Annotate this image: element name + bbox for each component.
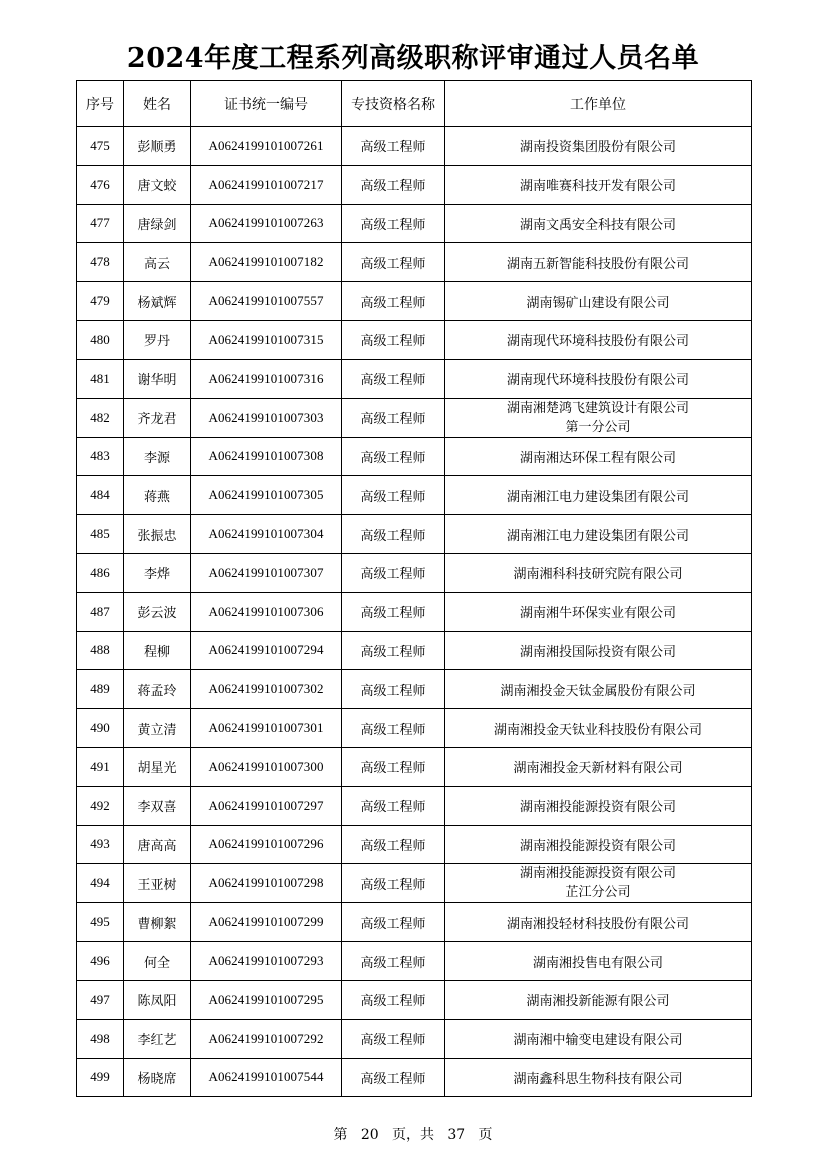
cell-name: 蒋孟玲 bbox=[124, 670, 191, 709]
cell-organization: 湖南湘牛环保实业有限公司 bbox=[445, 592, 752, 631]
table-row bbox=[77, 1019, 752, 1058]
cell-qualification: 高级工程师 bbox=[342, 592, 445, 631]
cell-organization: 湖南五新智能科技股份有限公司 bbox=[445, 243, 752, 282]
cell-organization: 湖南湘投轻材科技股份有限公司 bbox=[445, 903, 752, 942]
cell-index: 497 bbox=[77, 980, 124, 1019]
table-row bbox=[77, 864, 752, 903]
cell-organization: 湖南现代环境科技股份有限公司 bbox=[445, 359, 752, 398]
cell-name: 高云 bbox=[124, 243, 191, 282]
cell-qualification: 高级工程师 bbox=[342, 553, 445, 592]
cell-name: 唐高高 bbox=[124, 825, 191, 864]
cell-certificate: A0624199101007296 bbox=[191, 825, 342, 864]
cell-organization: 湖南湘投新能源有限公司 bbox=[445, 980, 752, 1019]
footer-prefix: 第 bbox=[333, 1127, 348, 1143]
table-row bbox=[77, 165, 752, 204]
cell-name: 蒋燕 bbox=[124, 476, 191, 515]
cell-organization: 湖南湘达环保工程有限公司 bbox=[445, 437, 752, 476]
cell-qualification: 高级工程师 bbox=[342, 1019, 445, 1058]
cell-certificate: A0624199101007300 bbox=[191, 747, 342, 786]
cell-certificate: A0624199101007316 bbox=[191, 359, 342, 398]
cell-index: 492 bbox=[77, 786, 124, 825]
cell-qualification: 高级工程师 bbox=[342, 398, 445, 437]
cell-certificate: A0624199101007182 bbox=[191, 243, 342, 282]
cell-organization: 湖南锡矿山建设有限公司 bbox=[445, 282, 752, 321]
cell-qualification: 高级工程师 bbox=[342, 942, 445, 981]
table-row bbox=[77, 359, 752, 398]
footer-suffix: 页 bbox=[478, 1127, 493, 1143]
cell-organization: 湖南湘投能源投资有限公司 bbox=[445, 786, 752, 825]
cell-certificate: A0624199101007544 bbox=[191, 1058, 342, 1097]
cell-qualification: 高级工程师 bbox=[342, 747, 445, 786]
cell-name: 杨晓席 bbox=[124, 1058, 191, 1097]
cell-name: 何全 bbox=[124, 942, 191, 981]
cell-index: 488 bbox=[77, 631, 124, 670]
cell-certificate: A0624199101007263 bbox=[191, 204, 342, 243]
cell-certificate: A0624199101007557 bbox=[191, 282, 342, 321]
cell-index: 480 bbox=[77, 320, 124, 359]
cell-name: 罗丹 bbox=[124, 320, 191, 359]
table-row bbox=[77, 437, 752, 476]
cell-qualification: 高级工程师 bbox=[342, 282, 445, 321]
cell-index: 479 bbox=[77, 282, 124, 321]
footer-total-pages: 37 bbox=[447, 1127, 466, 1143]
cell-index: 490 bbox=[77, 709, 124, 748]
cell-organization: 湖南唯赛科技开发有限公司 bbox=[445, 165, 752, 204]
cell-qualification: 高级工程师 bbox=[342, 127, 445, 166]
cell-index: 498 bbox=[77, 1019, 124, 1058]
cell-certificate: A0624199101007303 bbox=[191, 398, 342, 437]
table-row bbox=[77, 903, 752, 942]
cell-name: 齐龙君 bbox=[124, 398, 191, 437]
cell-index: 486 bbox=[77, 553, 124, 592]
cell-qualification: 高级工程师 bbox=[342, 786, 445, 825]
cell-organization: 湖南湘楚鸿飞建筑设计有限公司 第一分公司 bbox=[445, 398, 752, 437]
cell-index: 496 bbox=[77, 942, 124, 981]
table-row bbox=[77, 709, 752, 748]
cell-name: 张振忠 bbox=[124, 515, 191, 554]
cell-qualification: 高级工程师 bbox=[342, 165, 445, 204]
table-row bbox=[77, 670, 752, 709]
cell-organization: 湖南鑫科思生物科技有限公司 bbox=[445, 1058, 752, 1097]
cell-qualification: 高级工程师 bbox=[342, 437, 445, 476]
table-row bbox=[77, 631, 752, 670]
table-row bbox=[77, 786, 752, 825]
page-footer bbox=[0, 1124, 826, 1144]
cell-qualification: 高级工程师 bbox=[342, 243, 445, 282]
cell-certificate: A0624199101007302 bbox=[191, 670, 342, 709]
table-row bbox=[77, 476, 752, 515]
cell-index: 495 bbox=[77, 903, 124, 942]
cell-name: 李源 bbox=[124, 437, 191, 476]
table-row bbox=[77, 553, 752, 592]
cell-index: 489 bbox=[77, 670, 124, 709]
cell-index: 494 bbox=[77, 864, 124, 903]
cell-index: 482 bbox=[77, 398, 124, 437]
cell-index: 491 bbox=[77, 747, 124, 786]
table-body bbox=[77, 127, 752, 1097]
table-row bbox=[77, 127, 752, 166]
cell-qualification: 高级工程师 bbox=[342, 903, 445, 942]
cell-organization: 湖南湘中输变电建设有限公司 bbox=[445, 1019, 752, 1058]
cell-name: 胡星光 bbox=[124, 747, 191, 786]
cell-index: 483 bbox=[77, 437, 124, 476]
cell-qualification: 高级工程师 bbox=[342, 476, 445, 515]
cell-index: 478 bbox=[77, 243, 124, 282]
cell-organization: 湖南湘投金天钛金属股份有限公司 bbox=[445, 670, 752, 709]
cell-certificate: A0624199101007217 bbox=[191, 165, 342, 204]
cell-name: 唐绿剑 bbox=[124, 204, 191, 243]
cell-certificate: A0624199101007315 bbox=[191, 320, 342, 359]
cell-organization: 湖南湘投能源投资有限公司 bbox=[445, 825, 752, 864]
cell-organization: 湖南湘投售电有限公司 bbox=[445, 942, 752, 981]
cell-qualification: 高级工程师 bbox=[342, 1058, 445, 1097]
cell-qualification: 高级工程师 bbox=[342, 670, 445, 709]
cell-qualification: 高级工程师 bbox=[342, 709, 445, 748]
cell-index: 477 bbox=[77, 204, 124, 243]
cell-name: 李双喜 bbox=[124, 786, 191, 825]
cell-organization: 湖南现代环境科技股份有限公司 bbox=[445, 320, 752, 359]
table-row bbox=[77, 515, 752, 554]
cell-name: 彭云波 bbox=[124, 592, 191, 631]
cell-organization: 湖南投资集团股份有限公司 bbox=[445, 127, 752, 166]
cell-organization: 湖南湘科科技研究院有限公司 bbox=[445, 553, 752, 592]
cell-certificate: A0624199101007292 bbox=[191, 1019, 342, 1058]
cell-certificate: A0624199101007295 bbox=[191, 980, 342, 1019]
table-row bbox=[77, 980, 752, 1019]
cell-certificate: A0624199101007306 bbox=[191, 592, 342, 631]
cell-name: 王亚树 bbox=[124, 864, 191, 903]
cell-qualification: 高级工程师 bbox=[342, 980, 445, 1019]
cell-organization: 湖南湘江电力建设集团有限公司 bbox=[445, 515, 752, 554]
cell-index: 485 bbox=[77, 515, 124, 554]
cell-certificate: A0624199101007308 bbox=[191, 437, 342, 476]
page-title: 2024年度工程系列高级职称评审通过人员名单 bbox=[126, 43, 700, 74]
table-row bbox=[77, 243, 752, 282]
cell-index: 487 bbox=[77, 592, 124, 631]
table-row bbox=[77, 204, 752, 243]
cell-name: 谢华明 bbox=[124, 359, 191, 398]
cell-certificate: A0624199101007261 bbox=[191, 127, 342, 166]
table-row bbox=[77, 398, 752, 437]
cell-qualification: 高级工程师 bbox=[342, 359, 445, 398]
table-row bbox=[77, 592, 752, 631]
cell-index: 481 bbox=[77, 359, 124, 398]
cell-certificate: A0624199101007299 bbox=[191, 903, 342, 942]
cell-certificate: A0624199101007297 bbox=[191, 786, 342, 825]
cell-organization: 湖南湘投能源投资有限公司 芷江分公司 bbox=[445, 864, 752, 903]
table-row bbox=[77, 825, 752, 864]
header-certificate: 证书统一编号 bbox=[191, 81, 342, 127]
cell-certificate: A0624199101007298 bbox=[191, 864, 342, 903]
cell-certificate: A0624199101007294 bbox=[191, 631, 342, 670]
cell-certificate: A0624199101007307 bbox=[191, 553, 342, 592]
cell-index: 475 bbox=[77, 127, 124, 166]
footer-page-number: 20 bbox=[360, 1127, 379, 1143]
cell-qualification: 高级工程师 bbox=[342, 515, 445, 554]
cell-qualification: 高级工程师 bbox=[342, 320, 445, 359]
header-qualification: 专技资格名称 bbox=[342, 81, 445, 127]
cell-qualification: 高级工程师 bbox=[342, 864, 445, 903]
cell-certificate: A0624199101007305 bbox=[191, 476, 342, 515]
cell-name: 彭顺勇 bbox=[124, 127, 191, 166]
cell-certificate: A0624199101007293 bbox=[191, 942, 342, 981]
cell-organization: 湖南湘投金天钛业科技股份有限公司 bbox=[445, 709, 752, 748]
table-header-row bbox=[77, 81, 752, 127]
cell-qualification: 高级工程师 bbox=[342, 204, 445, 243]
footer-middle: 页，共 bbox=[392, 1127, 434, 1143]
cell-name: 陈凤阳 bbox=[124, 980, 191, 1019]
cell-name: 唐文蛟 bbox=[124, 165, 191, 204]
cell-index: 493 bbox=[77, 825, 124, 864]
cell-organization: 湖南湘投金天新材料有限公司 bbox=[445, 747, 752, 786]
cell-name: 李红艺 bbox=[124, 1019, 191, 1058]
table-row bbox=[77, 320, 752, 359]
cell-certificate: A0624199101007301 bbox=[191, 709, 342, 748]
header-name: 姓名 bbox=[124, 81, 191, 127]
cell-index: 476 bbox=[77, 165, 124, 204]
table-row bbox=[77, 747, 752, 786]
cell-name: 黄立清 bbox=[124, 709, 191, 748]
cell-qualification: 高级工程师 bbox=[342, 631, 445, 670]
header-index: 序号 bbox=[77, 81, 124, 127]
table-row bbox=[77, 1058, 752, 1097]
cell-qualification: 高级工程师 bbox=[342, 825, 445, 864]
cell-certificate: A0624199101007304 bbox=[191, 515, 342, 554]
table-row bbox=[77, 942, 752, 981]
cell-index: 499 bbox=[77, 1058, 124, 1097]
cell-name: 李烨 bbox=[124, 553, 191, 592]
cell-organization: 湖南湘江电力建设集团有限公司 bbox=[445, 476, 752, 515]
table-row bbox=[77, 282, 752, 321]
cell-name: 曹柳絮 bbox=[124, 903, 191, 942]
cell-name: 杨斌辉 bbox=[124, 282, 191, 321]
approved-personnel-table bbox=[76, 80, 752, 1097]
cell-index: 484 bbox=[77, 476, 124, 515]
cell-organization: 湖南文禹安全科技有限公司 bbox=[445, 204, 752, 243]
cell-name: 程柳 bbox=[124, 631, 191, 670]
cell-organization: 湖南湘投国际投资有限公司 bbox=[445, 631, 752, 670]
header-organization: 工作单位 bbox=[445, 81, 752, 127]
